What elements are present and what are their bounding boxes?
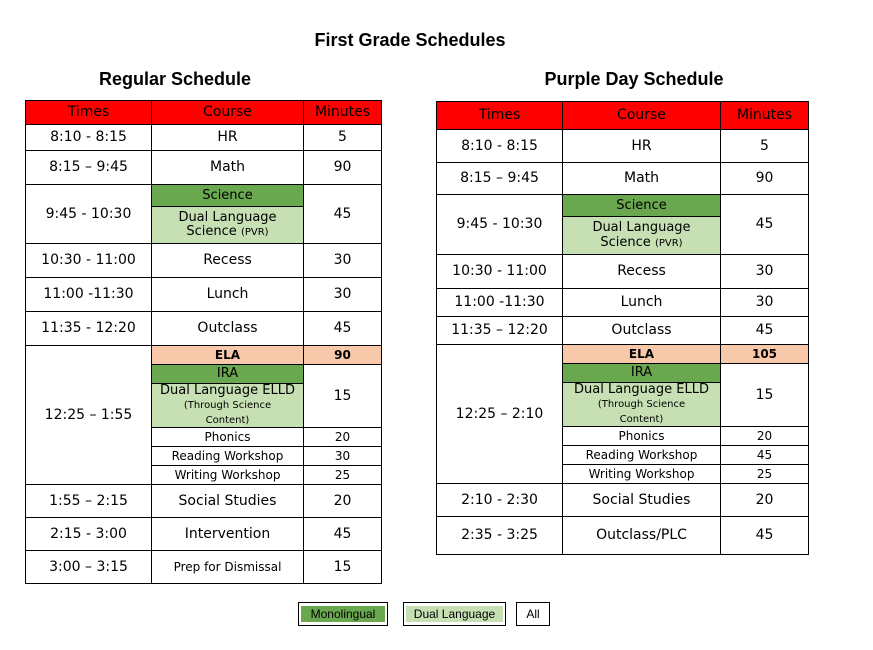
table-row bbox=[437, 195, 809, 217]
course-cell: HR bbox=[563, 130, 721, 163]
regular-header-row bbox=[26, 101, 382, 125]
minutes-cell: 30 bbox=[304, 244, 382, 278]
time-cell: 2:15 - 3:00 bbox=[26, 518, 152, 551]
table-row bbox=[26, 485, 382, 518]
minutes-cell: 30 bbox=[721, 289, 809, 317]
course-cell: Outclass/PLC bbox=[563, 517, 721, 555]
time-cell: 10:30 - 11:00 bbox=[26, 244, 152, 278]
dual-language-course-cell bbox=[563, 217, 721, 255]
course-cell: Lunch bbox=[563, 289, 721, 317]
minutes-cell: 5 bbox=[721, 130, 809, 163]
header-minutes: Minutes bbox=[304, 101, 382, 125]
header-minutes: Minutes bbox=[721, 102, 809, 130]
dual-course-subject: Science bbox=[600, 234, 651, 250]
minutes-cell: 45 bbox=[721, 517, 809, 555]
minutes-cell: 30 bbox=[304, 278, 382, 312]
course-cell: Intervention bbox=[152, 518, 304, 551]
minutes-cell: 45 bbox=[721, 317, 809, 345]
table-row bbox=[437, 289, 809, 317]
minutes-cell: 45 bbox=[721, 446, 809, 465]
dual-course-note: (Through Science bbox=[597, 399, 686, 411]
minutes-cell: 90 bbox=[721, 163, 809, 195]
course-cell: Reading Workshop bbox=[563, 446, 721, 465]
course-cell: Lunch bbox=[152, 278, 304, 312]
course-cell: Outclass bbox=[563, 317, 721, 345]
dual-course-name: Dual Language bbox=[178, 209, 277, 225]
course-cell: Social Studies bbox=[563, 484, 721, 517]
minutes-cell: 30 bbox=[304, 447, 382, 466]
course-cell: Social Studies bbox=[152, 485, 304, 518]
course-cell: Recess bbox=[152, 244, 304, 278]
regular-schedule-title: Regular Schedule bbox=[98, 69, 252, 89]
dual-course-note: Content) bbox=[205, 414, 250, 426]
purple-header-row bbox=[437, 102, 809, 130]
minutes-cell: 25 bbox=[304, 466, 382, 485]
time-cell: 11:35 - 12:20 bbox=[26, 312, 152, 346]
course-cell: Math bbox=[563, 163, 721, 195]
course-cell: Phonics bbox=[563, 427, 721, 446]
table-row bbox=[26, 185, 382, 207]
dual-language-course-cell bbox=[563, 383, 721, 427]
time-cell: 11:00 -11:30 bbox=[437, 289, 563, 317]
minutes-cell: 90 bbox=[304, 151, 382, 185]
table-row bbox=[437, 317, 809, 345]
table-row bbox=[26, 312, 382, 346]
table-row bbox=[437, 484, 809, 517]
course-cell: Outclass bbox=[152, 312, 304, 346]
course-cell: Phonics bbox=[152, 428, 304, 447]
time-cell: 8:15 – 9:45 bbox=[26, 151, 152, 185]
dual-course-name: Dual Language ELLD bbox=[574, 382, 709, 398]
dual-language-course-cell bbox=[152, 207, 304, 244]
table-row bbox=[26, 125, 382, 151]
monolingual-course-cell: IRA bbox=[152, 365, 304, 384]
minutes-cell: 45 bbox=[304, 518, 382, 551]
minutes-cell: 45 bbox=[304, 185, 382, 244]
table-row bbox=[437, 517, 809, 555]
minutes-cell: 20 bbox=[304, 428, 382, 447]
table-row bbox=[26, 278, 382, 312]
time-cell: 2:35 - 3:25 bbox=[437, 517, 563, 555]
ela-minutes-cell: 105 bbox=[721, 345, 809, 364]
time-cell: 12:25 – 1:55 bbox=[26, 346, 152, 485]
table-row bbox=[26, 518, 382, 551]
ela-course-cell: ELA bbox=[152, 346, 304, 365]
monolingual-course-cell: IRA bbox=[563, 364, 721, 383]
minutes-cell: 45 bbox=[304, 312, 382, 346]
time-cell: 10:30 - 11:00 bbox=[437, 255, 563, 289]
minutes-cell: 15 bbox=[304, 365, 382, 428]
minutes-cell: 15 bbox=[304, 551, 382, 584]
legend-all bbox=[516, 602, 550, 626]
legend-dual-language-label: Dual Language bbox=[406, 606, 503, 622]
time-cell: 2:10 - 2:30 bbox=[437, 484, 563, 517]
table-row bbox=[26, 551, 382, 584]
table-row bbox=[26, 244, 382, 278]
dual-course-note: Content) bbox=[619, 413, 664, 425]
legend-monolingual-label: Monolingual bbox=[301, 606, 385, 622]
time-cell: 11:00 -11:30 bbox=[26, 278, 152, 312]
minutes-cell: 5 bbox=[304, 125, 382, 151]
course-cell: HR bbox=[152, 125, 304, 151]
time-cell: 3:00 – 3:15 bbox=[26, 551, 152, 584]
dual-course-note: (Through Science bbox=[183, 400, 272, 412]
table-row bbox=[437, 255, 809, 289]
legend-dual-language bbox=[403, 602, 506, 626]
course-cell: Prep for Dismissal bbox=[152, 551, 304, 584]
minutes-cell: 20 bbox=[721, 427, 809, 446]
dual-course-name: Dual Language ELLD bbox=[160, 383, 295, 399]
table-row bbox=[437, 130, 809, 163]
time-cell: 8:10 - 8:15 bbox=[437, 130, 563, 163]
monolingual-course-cell: Science bbox=[152, 185, 304, 207]
course-cell: Reading Workshop bbox=[152, 447, 304, 466]
legend-monolingual bbox=[298, 602, 388, 626]
legend-all-label: All bbox=[526, 607, 540, 621]
time-cell: 1:55 – 2:15 bbox=[26, 485, 152, 518]
minutes-cell: 15 bbox=[721, 364, 809, 427]
header-course: Course bbox=[152, 101, 304, 125]
minutes-cell: 20 bbox=[304, 485, 382, 518]
time-cell: 8:10 - 8:15 bbox=[26, 125, 152, 151]
dual-course-subject: Science bbox=[186, 224, 237, 239]
header-course: Course bbox=[563, 102, 721, 130]
monolingual-course-cell: Science bbox=[563, 195, 721, 217]
table-row bbox=[437, 163, 809, 195]
time-cell: 9:45 - 10:30 bbox=[26, 185, 152, 244]
dual-language-course-cell bbox=[152, 384, 304, 428]
time-cell: 9:45 - 10:30 bbox=[437, 195, 563, 255]
header-times: Times bbox=[437, 102, 563, 130]
table-row bbox=[26, 346, 382, 365]
table-row bbox=[26, 151, 382, 185]
minutes-cell: 20 bbox=[721, 484, 809, 517]
time-cell: 12:25 – 2:10 bbox=[437, 345, 563, 484]
pvr-tag: (PVR) bbox=[654, 237, 683, 249]
header-times: Times bbox=[26, 101, 152, 125]
course-cell: Writing Workshop bbox=[563, 465, 721, 484]
course-cell: Writing Workshop bbox=[152, 466, 304, 485]
table-row bbox=[437, 345, 809, 364]
purple-schedule-title: Purple Day Schedule bbox=[544, 69, 724, 89]
purple-schedule-table bbox=[436, 101, 809, 555]
pvr-tag: (PVR) bbox=[240, 227, 269, 238]
course-cell: Recess bbox=[563, 255, 721, 289]
time-cell: 8:15 – 9:45 bbox=[437, 163, 563, 195]
ela-minutes-cell: 90 bbox=[304, 346, 382, 365]
minutes-cell: 25 bbox=[721, 465, 809, 484]
regular-schedule-table bbox=[25, 100, 382, 584]
time-cell: 11:35 – 12:20 bbox=[437, 317, 563, 345]
minutes-cell: 30 bbox=[721, 255, 809, 289]
minutes-cell: 45 bbox=[721, 195, 809, 255]
ela-course-cell: ELA bbox=[563, 345, 721, 364]
page-title: First Grade Schedules bbox=[314, 30, 506, 50]
course-cell: Math bbox=[152, 151, 304, 185]
dual-course-name: Dual Language bbox=[592, 220, 691, 236]
